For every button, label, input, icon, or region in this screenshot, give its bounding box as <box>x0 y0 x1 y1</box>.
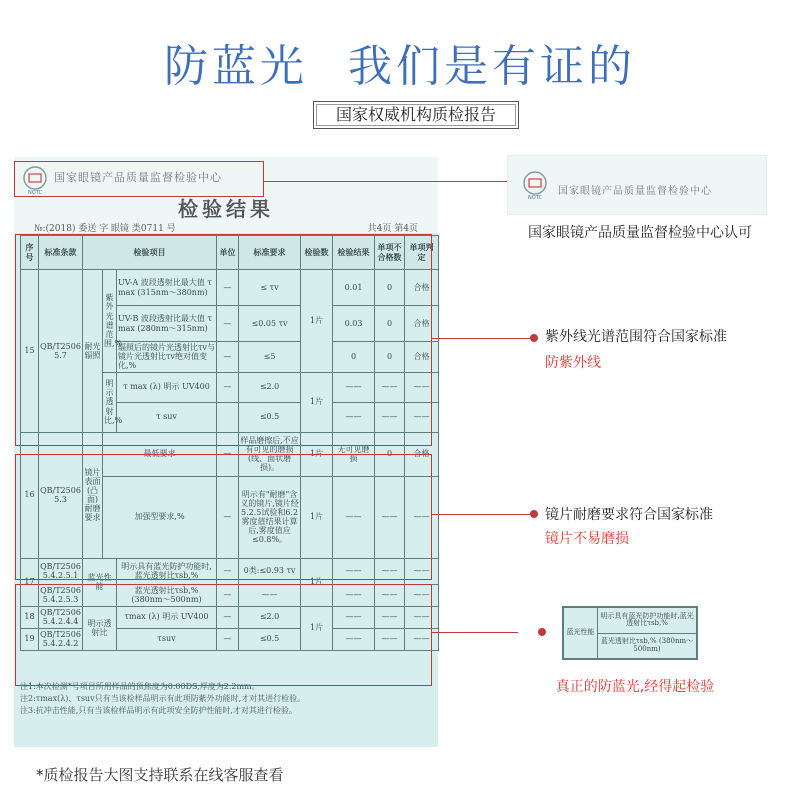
fail-cell: 0 <box>375 432 405 476</box>
item-name: UV-A 波段透射比最大值 τ max (315nm～380nm) <box>117 270 217 306</box>
count-cell: 1片 <box>301 432 333 476</box>
item-group: 明示透射比 <box>83 606 117 650</box>
page-headline <box>0 30 800 94</box>
result-cell: —— <box>333 606 375 628</box>
header-cell: 单项判定 <box>405 236 439 270</box>
item-name: 最低要求 <box>103 432 217 476</box>
header-cell: 单项不合格数 <box>375 236 405 270</box>
note-line: 注1:本次检测*号项目所用样品的顶焦度为0.00DS,厚度为2.2mm。 <box>20 682 260 691</box>
header-cell: 序号 <box>21 236 39 270</box>
item-name: 蓝光透射比τsb,% (380nm～500nm) <box>117 584 217 606</box>
requirement-cell: 明示有"耐磨"含义的镜片,镜片经5.2.5试验和6.2雾度值结果计算后,雾度值应≤0.8%。 <box>239 476 301 558</box>
headline-part2: 我们是有证的 <box>348 41 636 92</box>
report-notes <box>20 681 438 717</box>
result-cell: —— <box>333 558 375 584</box>
count-cell: 1片 <box>301 606 333 650</box>
requirement-cell: —— <box>239 584 301 606</box>
judge-cell: —— <box>405 402 439 432</box>
row-number: 16 <box>21 432 39 558</box>
fail-cell: 0 <box>375 270 405 306</box>
unit-cell: — <box>217 372 239 402</box>
item-name: UV-B 波段透射比最大值 τ max (280nm～315nm) <box>117 306 217 342</box>
connector-dot <box>530 334 538 342</box>
item-name: τmax (λ) 明示 UV400 <box>117 606 217 628</box>
uv-callout-sub: 防紫外线 <box>545 355 601 371</box>
header-cell: 检验数 <box>301 236 333 270</box>
item-name: 加强型要求,% <box>103 476 217 558</box>
uv-callout-title: 紫外线光谱范围符合国家标准 <box>545 329 727 345</box>
requirement-cell: ≤0.5 <box>239 628 301 650</box>
row-number: 19 <box>21 628 39 650</box>
row-number: 17 <box>21 558 39 606</box>
unit-cell: — <box>217 606 239 628</box>
header-cell: 标准要求 <box>239 236 301 270</box>
result-cell: 0.01 <box>333 270 375 306</box>
report-title: 检验结果 <box>178 197 274 221</box>
judge-cell: —— <box>405 628 439 650</box>
wear-callout-sub: 镜片不易磨损 <box>545 531 629 547</box>
item-name: τ max (λ) 明示 UV400 <box>117 372 217 402</box>
connector-line <box>432 632 518 633</box>
wear-highlight-box <box>15 454 432 580</box>
header-cell: 单位 <box>217 236 239 270</box>
item-subgroup: 明示透射比,% <box>103 372 117 432</box>
requirement-cell: ≤0.05 τv <box>239 306 301 342</box>
judge-cell: 合格 <box>405 342 439 373</box>
item-name: 辐照后的镜片光透射比τv与镜片光透射比τv绝对值变化,% <box>118 343 215 371</box>
unit-cell: — <box>217 558 239 584</box>
report-number: №:(2018) 委送 字 眼镜 类0711 号 <box>34 224 176 234</box>
standard-clause: QB/T2506 5.4.2.5.3 <box>40 585 81 605</box>
standard-clause: QB/T2506 5.4.2.4.4 <box>40 607 81 627</box>
row-number: 15 <box>21 270 39 433</box>
unit-cell: — <box>217 584 239 606</box>
uv-highlight-box <box>15 234 432 446</box>
bluelight-table-crop <box>562 606 698 660</box>
fail-cell: —— <box>375 606 405 628</box>
result-cell: —— <box>333 476 375 558</box>
unit-cell: — <box>217 270 239 306</box>
bluelight-caption: 真正的防蓝光,经得起检验 <box>555 679 715 695</box>
standard-clause: QB/T2506 5.4.2.5.1 <box>39 558 83 584</box>
count-cell: 1片 <box>301 558 333 606</box>
result-cell: —— <box>333 628 375 650</box>
connector-line <box>432 514 532 515</box>
judge-cell: 合格 <box>405 306 439 342</box>
connector-line <box>264 181 514 182</box>
result-cell: —— <box>333 584 375 606</box>
mini-group: 蓝光性能 <box>564 608 598 659</box>
standard-clause: QB/T2506 5.7 <box>39 270 83 433</box>
connector-line <box>432 338 532 339</box>
item-group: 耐光辐照 <box>83 270 103 433</box>
judge-cell: —— <box>405 476 439 558</box>
count-cell: 1片 <box>301 270 333 373</box>
fail-cell: —— <box>375 402 405 432</box>
cert-label: 国家眼镜产品质量监督检验中心认可 <box>528 225 752 241</box>
mini-item: 明示具有蓝光防护功能时,蓝光透射比τsb,% <box>598 608 697 634</box>
fail-cell: —— <box>375 628 405 650</box>
cert-org-text: 国家眼镜产品质量监督检验中心 <box>558 186 712 197</box>
headline-part1: 防蓝光 <box>164 41 308 92</box>
item-group: 镜片表面(凸面)耐磨要求 <box>83 432 103 558</box>
cert-logo-crop <box>507 155 767 215</box>
connector-dot <box>530 510 538 518</box>
count-cell: 1片 <box>301 372 333 432</box>
unit-cell: — <box>217 432 239 476</box>
result-cell: —— <box>333 372 375 402</box>
footnote: *质检报告大图支持联系在线客服查看 <box>36 766 284 784</box>
item-name: 明示具有蓝光防护功能时,蓝光透射比τsb,% <box>117 558 217 584</box>
unit-cell: — <box>217 476 239 558</box>
subtitle-badge: 国家权威机构质检报告 <box>313 101 519 129</box>
fail-cell: —— <box>375 584 405 606</box>
count-cell: 1片 <box>301 476 333 558</box>
result-cell: 无可见磨损 <box>333 432 375 476</box>
judge-cell: —— <box>405 372 439 402</box>
result-cell: 0 <box>333 342 375 373</box>
requirement-cell: 样品磨擦后,不应有可见的磨损(线、面状磨损)。 <box>239 432 301 476</box>
header-cell: 检验结果 <box>333 236 375 270</box>
requirement-cell: 0类:≤0.93 τv <box>239 558 301 584</box>
judge-cell: —— <box>405 558 439 584</box>
item-group: 蓝光性能 <box>83 558 117 606</box>
item-subgroup: 紫外光谱范围,% <box>103 270 117 373</box>
result-cell: 0.03 <box>333 306 375 342</box>
judge-cell: 合格 <box>405 270 439 306</box>
notc-logo-text: NOTC <box>528 195 542 201</box>
note-line: 注3:抗冲击性能,只有当该检样品明示有此项安全防护性能时,才对其进行检验。 <box>20 706 297 715</box>
fail-cell: —— <box>375 558 405 584</box>
notc-logo-icon <box>520 170 550 200</box>
unit-cell: — <box>217 306 239 342</box>
note-line: 注2:τmax(λ)、τsuv只有当该检样品明示有此项防紫外功能时,才对其进行检验。 <box>20 694 306 703</box>
requirement-cell: ≤ τv <box>239 270 301 306</box>
judge-cell: 合格 <box>405 432 439 476</box>
connector-dot <box>538 628 546 636</box>
requirement-cell: ≤5 <box>239 342 301 373</box>
report-page: 共4页 第4页 <box>367 224 418 234</box>
unit-cell: — <box>217 342 239 373</box>
report-org: 国家眼镜产品质量监督检验中心 <box>54 171 222 184</box>
wear-callout-title: 镜片耐磨要求符合国家标准 <box>545 507 713 523</box>
item-name: τsuv <box>117 628 217 650</box>
fail-cell: 0 <box>375 306 405 342</box>
standard-clause: QB/T2506 5.3 <box>39 432 83 558</box>
mini-item: 蓝光透射比τsb,% (380nm～500nm) <box>598 633 697 659</box>
item-name: τ suv <box>117 402 217 432</box>
result-cell: —— <box>333 402 375 432</box>
fail-cell: —— <box>375 372 405 402</box>
header-cell: 检验项目 <box>83 236 217 270</box>
fail-cell: 0 <box>375 342 405 373</box>
judge-cell: —— <box>405 606 439 628</box>
row-number: 18 <box>21 606 39 628</box>
requirement-cell: ≤0.5 <box>239 402 301 432</box>
unit-cell: — <box>217 628 239 650</box>
fail-cell: —— <box>375 476 405 558</box>
judge-cell: —— <box>405 584 439 606</box>
requirement-cell: ≤2.0 <box>239 606 301 628</box>
notc-logo-text: NOTC <box>28 190 42 196</box>
requirement-cell: ≤2.0 <box>239 372 301 402</box>
header-cell: 标准条款 <box>39 236 83 270</box>
bluelight-highlight-box <box>15 584 432 686</box>
org-highlight-box <box>14 161 264 197</box>
standard-clause: QB/T2506 5.4.2.4.2 <box>40 629 81 649</box>
